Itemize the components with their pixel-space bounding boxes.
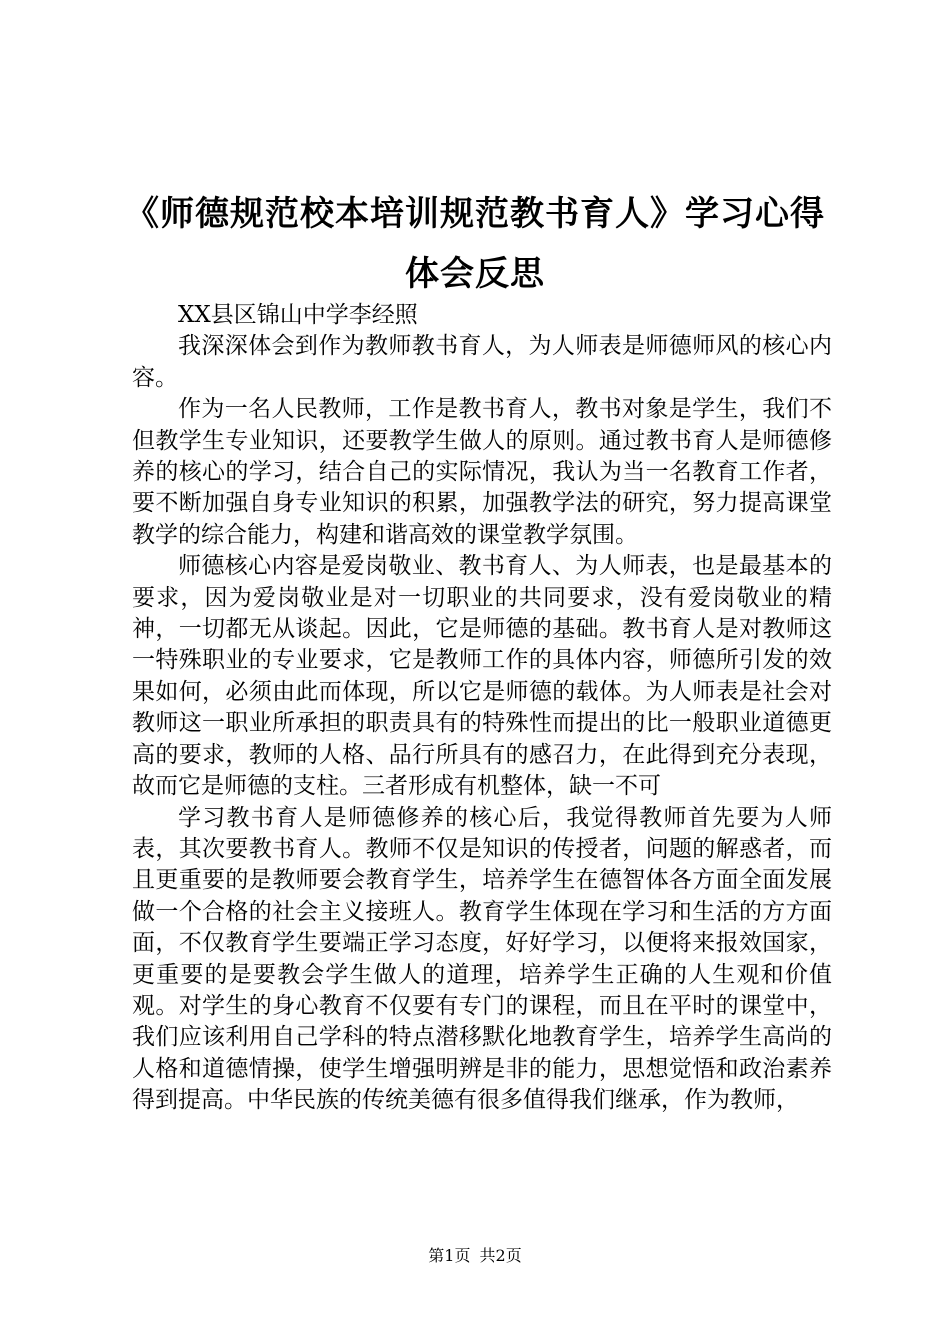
paragraph-1: 我深深体会到作为教师教书育人，为人师表是师德师风的核心内容。 bbox=[132, 333, 832, 391]
paragraph-4: 学习教书育人是师德修养的核心后，我觉得教师首先要为人师表，其次要教书育人。教师不仅是知识的传授者，问题的解惑者，而且更重要的是教师要会教育学生，培养学生在德智体各方面全面发展做一个合格的社会主义接班人。教育学生体现在学习和生活的方方面面，不仅教育学生要端正学习态度，好好学习，以便将来报效国家，更重要的是要教会学生做人的道理，培养学生正确的人生观和价值观。对学生的身心教育不仅要有专门的课程，而且在平时的课堂中，我们应该利用自己学科的特点潜移默化地教育学生，培养学生高尚的人格和道德情操，使学生增强明辨是非的能力，思想觉悟和政治素养得到提高。中华民族的传统美德有很多值得我们继承，作为教师， bbox=[132, 804, 832, 1114]
author-line: XX县区锦山中学李经照 bbox=[178, 302, 418, 328]
page-footer: 第1页 共2页 bbox=[428, 1246, 522, 1265]
document-title-line-1: 《师德规范校本培训规范教书育人》学习心得 bbox=[125, 194, 825, 234]
document-body bbox=[132, 300, 832, 1117]
paragraph-3: 师德核心内容是爱岗敬业、教书育人、为人师表，也是最基本的要求，因为爱岗敬业是对一切职业的共同要求，没有爱岗敬业的精神，一切都无从谈起。因此，它是师德的基础。教书育人是对教师这一特殊职业的专业要求，它是教师工作的具体内容，师德所引发的效果如何，必须由此而体现，所以它是师德的载体。为人师表是社会对教师这一职业所承担的职责具有的特殊性而提出的比一般职业道德更高的要求，教师的人格、品行所具有的感召力，在此得到充分表现，故而它是师德的支柱。三者形成有机整体，缺一不可 bbox=[132, 553, 832, 800]
paragraph-2: 作为一名人民教师，工作是教书育人，教书对象是学生，我们不但教学生专业知识，还要教学生做人的原则。通过教书育人是师德修养的核心的学习，结合自己的实际情况，我认为当一名教育工作者，要不断加强自身专业知识的积累，加强教学法的研究，努力提高课堂教学的综合能力，构建和谐高效的课堂教学氛围。 bbox=[132, 396, 832, 548]
document-title-line-2: 体会反思 bbox=[405, 254, 545, 294]
